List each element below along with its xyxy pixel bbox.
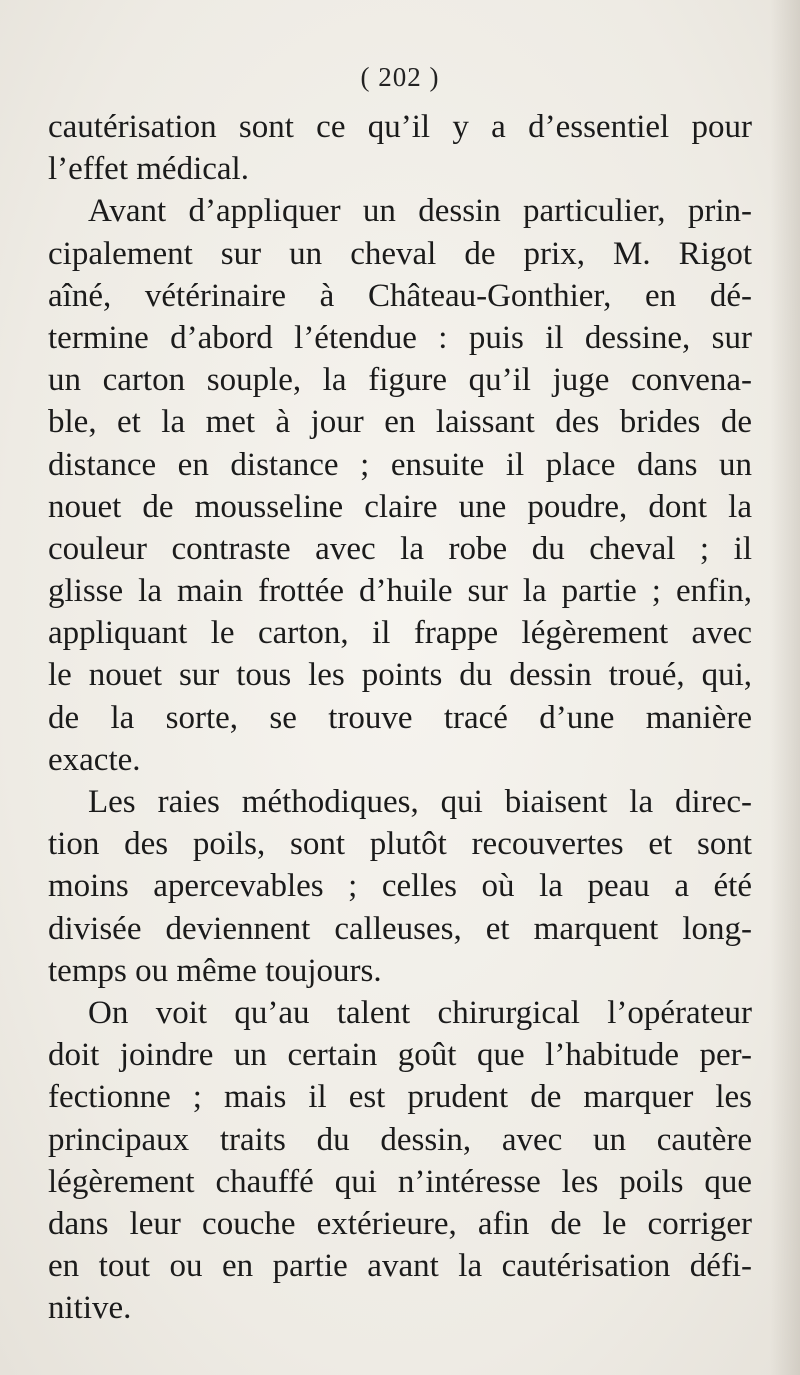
text-line: l’effet médical. xyxy=(48,151,249,188)
text-line: aîné, vétérinaire à Château-Gonthier, en dé- xyxy=(48,277,752,314)
text-line: cautérisation sont ce qu’il y a d’essentiel pour xyxy=(48,109,752,145)
text-line: légèrement chauffé qui n’intéresse les poils que xyxy=(48,1163,752,1200)
text-line: exacte. xyxy=(48,741,141,778)
text-line: principaux traits du dessin, avec un cautère xyxy=(48,1121,752,1158)
text-line: tion des poils, sont plutôt recouvertes et sont xyxy=(48,826,752,863)
text-line: le nouet sur tous les points du dessin troué, qui, xyxy=(48,657,752,694)
text-line: nitive. xyxy=(48,1290,132,1327)
text-line: nouet de mousseline claire une poudre, dont la xyxy=(48,488,752,525)
text-line: dans leur couche extérieure, afin de le corriger xyxy=(48,1205,752,1242)
text-line: cipalement sur un cheval de prix, M. Rigot xyxy=(48,235,752,272)
text-line: Avant d’appliquer un dessin particulier, prin- xyxy=(88,193,752,230)
text-line: Les raies méthodiques, qui biaisent la direc- xyxy=(88,784,752,820)
text-line: ble, et la met à jour en laissant des brides de xyxy=(48,404,752,441)
body-text xyxy=(48,106,752,1329)
text-line: doit joindre un certain goût que l’habitude per- xyxy=(48,1037,752,1074)
text-line: termine d’abord l’étendue : puis il dessine, sur xyxy=(48,319,752,356)
text-line: glisse la main frottée d’huile sur la partie ; enfin, xyxy=(48,573,752,610)
text-line: fectionne ; mais il est prudent de marquer les xyxy=(48,1079,752,1116)
text-line: un carton souple, la figure qu’il juge convena- xyxy=(48,362,752,399)
page-number: ( 202 ) xyxy=(360,62,440,92)
text-line: appliquant le carton, il frappe légèrement avec xyxy=(48,615,752,652)
text-line: de la sorte, se trouve tracé d’une manière xyxy=(48,699,752,736)
text-line: temps ou même toujours. xyxy=(48,952,382,989)
text-line: divisée deviennent calleuses, et marquent long- xyxy=(48,910,752,947)
text-line: moins apercevables ; celles où la peau a été xyxy=(48,868,752,905)
text-line: en tout ou en partie avant la cautérisation défi- xyxy=(48,1248,752,1285)
text-line: distance en distance ; ensuite il place dans un xyxy=(48,446,752,483)
text-line: couleur contraste avec la robe du cheval ; il xyxy=(48,530,752,567)
text-line: On voit qu’au talent chirurgical l’opérateur xyxy=(88,994,752,1031)
page-gutter-shadow xyxy=(770,0,800,1375)
